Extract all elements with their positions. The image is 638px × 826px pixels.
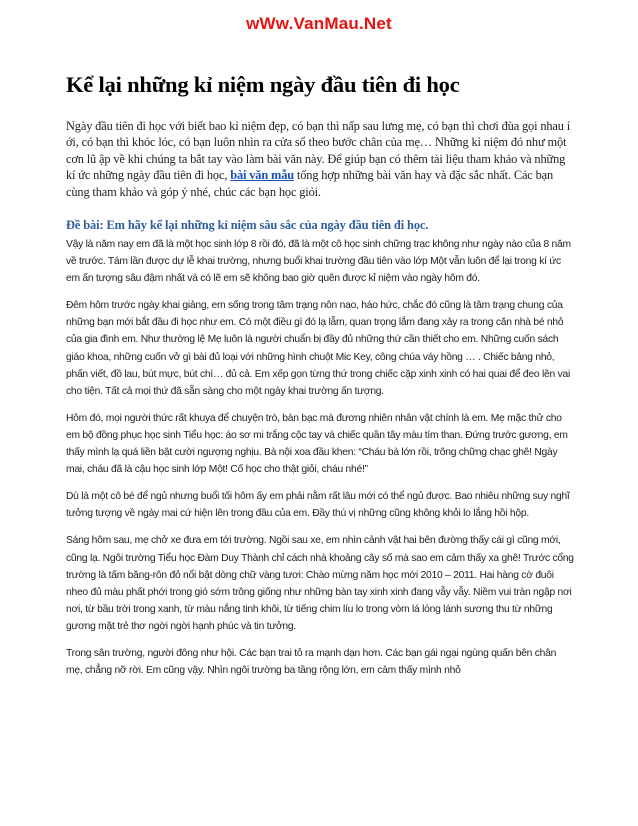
intro-text-after: tổng hợp những bài văn hay và đặc sắc nhất. Các bạn cùng tham khảo và góp ý nhé, chúc các bạn học giỏi.	[66, 168, 554, 199]
essay-prompt: Đề bài: Em hãy kể lại những kỉ niệm sâu sắc của ngày đầu tiên đi học.	[66, 218, 429, 232]
essay-body	[66, 236, 574, 689]
site-header: wWw.VanMau.Net	[246, 14, 392, 33]
page-title: Kể lại những kỉ niệm ngày đầu tiên đi học	[66, 72, 460, 97]
intro-paragraph	[66, 118, 574, 200]
essay-paragraph-6: Trong sân trường, người đông như hội. Các bạn trai tỏ ra mạnh dạn hơn. Các bạn gái ngại ngùng quấn bên chân mẹ, chẳng nỡ rời. Em cũng vậy. Nhìn ngôi trường ba tầng rộng lớn, em cảm thấy mình nhỏ	[66, 647, 557, 677]
essay-paragraph-4: Dù là một cô bé để ngủ nhưng buổi tối hôm ấy em phải nằm rất lâu mới có thể ngủ được. Bao nhiêu những suy nghĩ tưởng tượng về ngày mai cứ hiện lên trong đầu của em. Đầy thú vị những cũng không khỏi lo lắng hồi hộp.	[66, 491, 570, 520]
bai-van-mau-link[interactable]: bài văn mẫu	[230, 168, 294, 183]
essay-paragraph-3: Hôm đó, mọi người thức rất khuya để chuyện trò, bàn bạc mà đương nhiên nhân vật chính là em. Mẹ mặc thử cho em bộ đồng phục học sinh Tiểu học: áo sơ mi trắng cộc tay và chiếc quần tây màu tím than. Đứng trước gương, em thấy mình lạ quá liền bật cười ngượng nghịu. Bà nội xoa đầu khen: “Cháu bà lớn rồi, trông chững chạc ghê! Ngày mai, cháu đã là cậu học sinh lớp Một! Cố học cho thật giỏi, cháu nhé!”	[66, 412, 568, 476]
essay-paragraph-1: Vậy là năm nay em đã là một học sinh lớp 8 rồi đó, đã là một cô học sinh chững trạc không như ngày nào của 8 năm về trước. Tám lần được dự lễ khai trường, nhưng buổi khai trường đầu tiên vào lớp Một vẫn luôn để lại trong kí ức em ấn tượng sâu đậm nhất và có lẽ em sẽ không bao giờ quên được kỉ niệm vào ngày hôm đó.	[66, 239, 571, 285]
essay-paragraph-2: Đêm hôm trước ngày khai giảng, em sống trong tâm trạng nôn nao, háo hức, chắc đó cũng là tâm trạng chung của những bạn mới bắt đầu đi học như em. Có một điều gì đó lạ lẫm, quan trọng lắm đang xảy ra trong căn nhà bé nhỏ của gia đình em. Như thường lệ Mẹ luôn là người chuẩn bị đầy đủ những thứ cần thiết cho em. Những cuốn sách giáo khoa, những cuốn vở gì bài đủ loại với những hình chuột Mic Key, công chúa váy hồng … . Chiếc bảng nhỏ, phấn viết, đồ lau, bút mực, bút chì… đủ cả. Em xếp gọn từng thứ trong chiếc cặp xinh xinh có hai quai để đeo lên vai cho tiện. Tất cả mọi thứ đã sẵn sàng cho một ngày khai trường ấn tượng.	[66, 300, 570, 397]
intro-text-before: Ngày đầu tiên đi học với biết bao kỉ niệm đẹp, có bạn thì nấp sau lưng mẹ, có bạn thì chơi đùa gọi nhau í ới, có bạn thì khóc lóc, có bạn luôn nhìn ra cửa sổ theo bước chân của mẹ… Những kỉ niệm đó như một cơn lũ ập về khi chúng ta bắt tay vào làm bài văn này. Để giúp bạn có thêm tài liệu tham khảo và những kí ức những ngày đầu tiên đi học,	[66, 119, 571, 183]
essay-paragraph-5: Sáng hôm sau, mẹ chở xe đưa em tới trường. Ngồi sau xe, em nhìn cảnh vật hai bên đường thấy cái gì cũng mới, cũng lạ. Ngôi trường Tiểu học Đàm Duy Thành chỉ cách nhà khoảng cây số mà sao em cảm thấy xa ghê! Trước cổng trường là tấm băng-rôn đỏ nổi bật dòng chữ vàng tươi: Chào mừng năm học mới 2010 – 2011. Hai hàng cờ đuôi nheo đủ màu phất phới trong gió sớm trông giống như những bàn tay xinh xinh đang vẫy vẫy. Niềm vui tràn ngập nơi nơi, từ bầu trời trong xanh, từ màu nắng tinh khôi, từ tiếng chim líu lo trong vòm lá lóng lánh sương thu từ những gương mặt trẻ thơ ngời ngời hạnh phúc và tin tưởng.	[66, 535, 574, 632]
